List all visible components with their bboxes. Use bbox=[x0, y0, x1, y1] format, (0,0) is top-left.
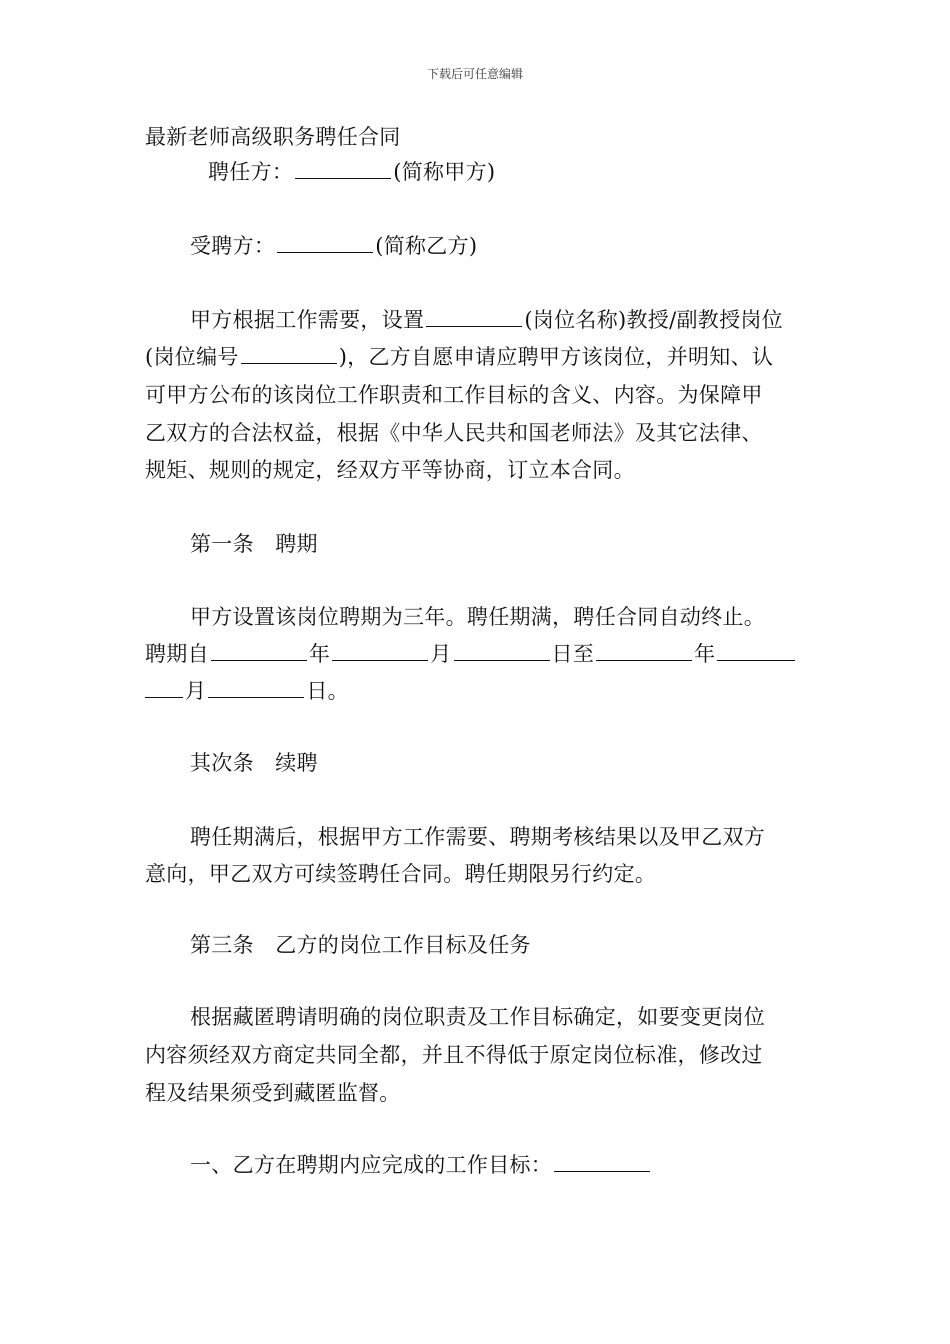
article-3-heading: 第三条 乙方的岗位工作目标及任务 bbox=[190, 933, 531, 957]
intro-line-2 bbox=[145, 340, 810, 374]
term-text: 年 bbox=[308, 642, 331, 666]
article-1-line-2 bbox=[145, 637, 810, 671]
term-text: 月 bbox=[430, 642, 452, 666]
article-2-line-2: 意向，甲乙双方可续签聘任合同。聘任期限另行约定。 bbox=[145, 862, 657, 886]
intro-line-5: 规矩、规则的规定，经双方平等协商，订立本合同。 bbox=[145, 458, 635, 482]
intro-line-1 bbox=[190, 303, 855, 337]
term-text: 日。 bbox=[306, 679, 349, 703]
blank-field bbox=[145, 677, 183, 698]
article-3-line-1: 根据藏匿聘请明确的岗位职责及工作目标确定，如要变更岗位 bbox=[190, 1005, 766, 1029]
party-a-line bbox=[208, 155, 873, 189]
party-b-label: 受聘方： bbox=[190, 234, 276, 258]
article-3-line-2: 内容须经双方商定共同全都，并且不得低于原定岗位标准，修改过 bbox=[145, 1043, 763, 1067]
blank-field bbox=[277, 232, 373, 253]
page-header: 下载后可任意编辑 bbox=[426, 67, 523, 81]
blank-field bbox=[211, 640, 307, 661]
article-3-line-3: 程及结果须受到藏匿监督。 bbox=[145, 1081, 401, 1105]
blank-field bbox=[208, 677, 304, 698]
intro-text: )，乙方自愿申请应聘甲方该岗位，并明知、认 bbox=[338, 345, 774, 369]
blank-field bbox=[426, 306, 522, 327]
article-3-item-1 bbox=[190, 1148, 855, 1182]
intro-text: (岗位名称)教授/副教授岗位 bbox=[524, 308, 783, 332]
intro-text: (岗位编号 bbox=[145, 345, 239, 369]
article-1-line-3 bbox=[145, 674, 810, 708]
blank-field bbox=[596, 640, 692, 661]
article-2-line-1: 聘任期满后，根据甲方工作需要、聘期考核结果以及甲乙双方 bbox=[190, 825, 766, 849]
term-text: 年 bbox=[694, 642, 716, 666]
article-2-heading: 其次条 续聘 bbox=[190, 751, 318, 775]
party-a-suffix: (简称甲方) bbox=[393, 160, 496, 184]
term-text: 月 bbox=[185, 679, 207, 703]
blank-field bbox=[717, 640, 795, 661]
term-text: 日至 bbox=[551, 642, 595, 666]
document-title: 最新老师高级职务聘任合同 bbox=[145, 125, 401, 149]
party-a-label: 聘任方： bbox=[208, 160, 294, 184]
intro-line-3: 可甲方公布的该岗位工作职责和工作目标的含义、内容。为保障甲 bbox=[145, 383, 763, 407]
item-text: 一、乙方在聘期内应完成的工作目标： bbox=[190, 1153, 553, 1177]
party-b-line bbox=[190, 229, 855, 263]
blank-field bbox=[332, 640, 428, 661]
party-b-suffix: (简称乙方) bbox=[375, 234, 478, 258]
blank-field bbox=[295, 158, 391, 179]
intro-text: 甲方根据工作需要，设置 bbox=[190, 308, 425, 332]
blank-field bbox=[554, 1151, 650, 1172]
term-text: 聘期自 bbox=[145, 642, 209, 666]
blank-field bbox=[241, 343, 337, 364]
article-1-heading: 第一条 聘期 bbox=[190, 532, 318, 556]
article-1-line-1: 甲方设置该岗位聘期为三年。聘任期满，聘任合同自动终止。 bbox=[190, 605, 766, 629]
blank-field bbox=[454, 640, 550, 661]
intro-line-4: 乙双方的合法权益，根据《中华人民共和国老师法》及其它法律、 bbox=[145, 421, 763, 445]
